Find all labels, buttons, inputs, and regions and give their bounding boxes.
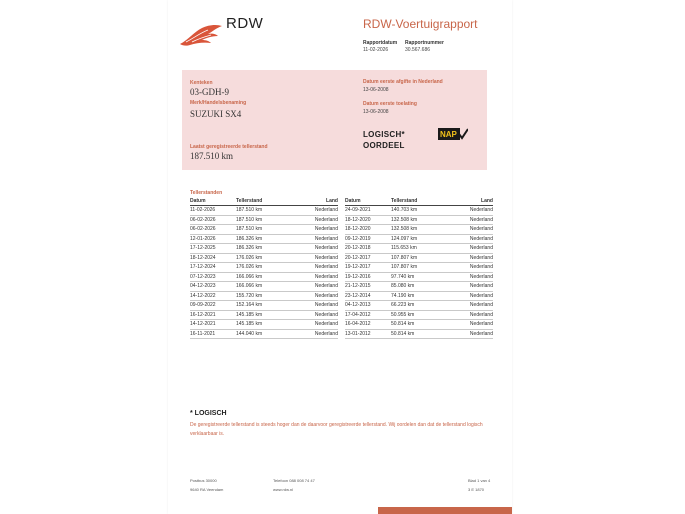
cell-odometer: 186.326 km bbox=[236, 244, 296, 254]
odometer-label: Laatst geregistreerde tellerstand bbox=[190, 144, 268, 150]
cell-date: 06-02-2026 bbox=[190, 215, 236, 225]
table-row bbox=[345, 329, 493, 339]
table-row bbox=[190, 291, 338, 301]
rdw-logo-icon bbox=[178, 20, 224, 48]
cell-country: Nederland bbox=[296, 206, 338, 216]
report-title: RDW-Voertuigrapport bbox=[363, 17, 478, 31]
report-number-value: 30.567.686 bbox=[405, 47, 431, 53]
footer-accent-bar bbox=[378, 507, 512, 514]
cell-date: 19-12-2017 bbox=[345, 263, 391, 273]
cell-odometer: 124.097 km bbox=[391, 234, 451, 244]
footer-city: 9640 RA Veendam bbox=[190, 487, 224, 492]
table-header-row bbox=[190, 197, 338, 206]
table-row bbox=[190, 215, 338, 225]
table-row bbox=[190, 225, 338, 235]
cell-odometer: 85.080 km bbox=[391, 282, 451, 292]
cell-odometer: 187.510 km bbox=[236, 215, 296, 225]
cell-odometer: 186.326 km bbox=[236, 234, 296, 244]
cell-country: Nederland bbox=[451, 272, 493, 282]
cell-date: 18-12-2020 bbox=[345, 215, 391, 225]
cell-odometer: 145.185 km bbox=[236, 320, 296, 330]
table-row bbox=[190, 234, 338, 244]
footer-phone: Telefoon 088 008 74 47 bbox=[273, 478, 315, 483]
cell-odometer: 145.185 km bbox=[236, 310, 296, 320]
make-value: SUZUKI SX4 bbox=[190, 109, 242, 119]
cell-country: Nederland bbox=[296, 225, 338, 235]
table-row bbox=[345, 244, 493, 254]
table-row bbox=[345, 263, 493, 273]
cell-date: 16-12-2021 bbox=[190, 310, 236, 320]
cell-country: Nederland bbox=[296, 244, 338, 254]
cell-date: 18-12-2020 bbox=[345, 225, 391, 235]
footer-po-box: Postbus 30000 bbox=[190, 478, 217, 483]
cell-date: 16-04-2012 bbox=[345, 320, 391, 330]
brand-name: RDW bbox=[226, 15, 264, 32]
cell-odometer: 115.653 km bbox=[391, 244, 451, 254]
table-row bbox=[190, 253, 338, 263]
table-row bbox=[190, 320, 338, 330]
cell-country: Nederland bbox=[296, 253, 338, 263]
column-header-country: Land bbox=[451, 197, 493, 206]
cell-odometer: 74.190 km bbox=[391, 291, 451, 301]
cell-date: 13-01-2012 bbox=[345, 329, 391, 339]
verdict-line-1: LOGISCH* bbox=[363, 130, 405, 139]
svg-text:NAP: NAP bbox=[440, 130, 457, 139]
odometer-table-right bbox=[345, 197, 493, 339]
table-row bbox=[345, 291, 493, 301]
cell-country: Nederland bbox=[296, 282, 338, 292]
cell-date: 14-12-2021 bbox=[190, 320, 236, 330]
cell-odometer: 50.955 km bbox=[391, 310, 451, 320]
plate-label: Kenteken bbox=[190, 80, 213, 86]
cell-country: Nederland bbox=[296, 215, 338, 225]
table-row bbox=[190, 329, 338, 339]
odometer-section-title: Tellerstanden bbox=[190, 190, 223, 196]
cell-country: Nederland bbox=[296, 234, 338, 244]
footer-page-number: Blad 1 van 4 bbox=[468, 478, 491, 483]
cell-date: 18-12-2024 bbox=[190, 253, 236, 263]
cell-date: 04-12-2013 bbox=[345, 301, 391, 311]
cell-date: 09-09-2022 bbox=[190, 301, 236, 311]
table-row bbox=[345, 234, 493, 244]
cell-odometer: 132.508 km bbox=[391, 225, 451, 235]
cell-date: 07-12-2023 bbox=[190, 272, 236, 282]
table-row bbox=[190, 282, 338, 292]
cell-date: 11-02-2026 bbox=[190, 206, 236, 216]
cell-country: Nederland bbox=[296, 301, 338, 311]
cell-country: Nederland bbox=[451, 253, 493, 263]
cell-date: 20-12-2017 bbox=[345, 253, 391, 263]
cell-date: 24-09-2021 bbox=[345, 206, 391, 216]
table-row bbox=[345, 282, 493, 292]
column-header-odometer: Tellerstand bbox=[391, 197, 451, 206]
cell-odometer: 50.814 km bbox=[391, 320, 451, 330]
report-number-label: Rapportnummer bbox=[405, 40, 444, 46]
cell-date: 23-12-2014 bbox=[345, 291, 391, 301]
cell-date: 17-12-2024 bbox=[190, 263, 236, 273]
first-admission-value: 13-06-2008 bbox=[363, 109, 389, 115]
cell-odometer: 97.740 km bbox=[391, 272, 451, 282]
table-row bbox=[190, 206, 338, 216]
cell-odometer: 155.720 km bbox=[236, 291, 296, 301]
cell-country: Nederland bbox=[451, 310, 493, 320]
cell-country: Nederland bbox=[451, 301, 493, 311]
table-row bbox=[190, 244, 338, 254]
footnote-text: De geregistreerde tellerstand is steeds hoger dan de daarvoor geregistreerde tellerstand. Wij oordelen dan dat de tellerstand logisch verklaarbaar is. bbox=[190, 422, 483, 437]
column-header-country: Land bbox=[296, 197, 338, 206]
cell-date: 17-12-2025 bbox=[190, 244, 236, 254]
cell-country: Nederland bbox=[451, 263, 493, 273]
column-header-odometer: Tellerstand bbox=[236, 197, 296, 206]
cell-odometer: 66.223 km bbox=[391, 301, 451, 311]
cell-country: Nederland bbox=[451, 291, 493, 301]
table-row bbox=[190, 310, 338, 320]
cell-country: Nederland bbox=[296, 310, 338, 320]
cell-country: Nederland bbox=[296, 272, 338, 282]
cell-odometer: 132.508 km bbox=[391, 215, 451, 225]
cell-country: Nederland bbox=[451, 329, 493, 339]
cell-country: Nederland bbox=[296, 320, 338, 330]
report-date-label: Rapportdatum bbox=[363, 40, 398, 46]
first-nl-value: 13-06-2008 bbox=[363, 87, 389, 93]
table-row bbox=[345, 272, 493, 282]
column-header-date: Datum bbox=[190, 197, 236, 206]
table-row bbox=[345, 310, 493, 320]
first-admission-label: Datum eerste toelating bbox=[363, 101, 417, 107]
table-row bbox=[345, 215, 493, 225]
verdict-line-2: OORDEEL bbox=[363, 141, 405, 150]
first-nl-label: Datum eerste afgifte in Nederland bbox=[363, 79, 443, 85]
odometer-value: 187.510 km bbox=[190, 151, 234, 161]
cell-odometer: 187.510 km bbox=[236, 206, 296, 216]
table-row bbox=[345, 206, 493, 216]
cell-date: 21-12-2015 bbox=[345, 282, 391, 292]
cell-odometer: 50.814 km bbox=[391, 329, 451, 339]
column-header-date: Datum bbox=[345, 197, 391, 206]
cell-date: 09-12-2019 bbox=[345, 234, 391, 244]
table-row bbox=[190, 301, 338, 311]
cell-date: 12-01-2026 bbox=[190, 234, 236, 244]
cell-country: Nederland bbox=[451, 215, 493, 225]
cell-odometer: 152.164 km bbox=[236, 301, 296, 311]
make-label: Merk/Handelsbenaming bbox=[190, 100, 247, 106]
table-row bbox=[345, 253, 493, 263]
cell-odometer: 107.807 km bbox=[391, 263, 451, 273]
table-row bbox=[190, 272, 338, 282]
cell-odometer: 166.066 km bbox=[236, 282, 296, 292]
cell-date: 17-04-2012 bbox=[345, 310, 391, 320]
footer-doc-code: 3 E 1870 bbox=[468, 487, 485, 492]
cell-date: 20-12-2018 bbox=[345, 244, 391, 254]
table-row bbox=[345, 301, 493, 311]
cell-date: 04-12-2023 bbox=[190, 282, 236, 292]
table-row bbox=[190, 263, 338, 273]
plate-value: 03-GDH-9 bbox=[190, 87, 229, 97]
nap-check-icon bbox=[438, 128, 468, 140]
cell-date: 16-11-2021 bbox=[190, 329, 236, 339]
cell-odometer: 187.510 km bbox=[236, 225, 296, 235]
cell-country: Nederland bbox=[451, 320, 493, 330]
cell-odometer: 144.040 km bbox=[236, 329, 296, 339]
cell-date: 14-12-2022 bbox=[190, 291, 236, 301]
cell-country: Nederland bbox=[451, 244, 493, 254]
table-row bbox=[345, 320, 493, 330]
cell-country: Nederland bbox=[451, 225, 493, 235]
cell-country: Nederland bbox=[296, 263, 338, 273]
cell-country: Nederland bbox=[451, 234, 493, 244]
report-page bbox=[168, 0, 512, 514]
cell-odometer: 176.026 km bbox=[236, 253, 296, 263]
footnote-title: * LOGISCH bbox=[190, 410, 227, 417]
cell-date: 06-02-2026 bbox=[190, 225, 236, 235]
cell-odometer: 140.703 km bbox=[391, 206, 451, 216]
cell-odometer: 107.807 km bbox=[391, 253, 451, 263]
cell-country: Nederland bbox=[451, 282, 493, 292]
table-header-row bbox=[345, 197, 493, 206]
cell-country: Nederland bbox=[296, 291, 338, 301]
cell-odometer: 166.066 km bbox=[236, 272, 296, 282]
report-date-value: 11-02-2026 bbox=[363, 47, 389, 53]
odometer-table-left bbox=[190, 197, 338, 339]
cell-country: Nederland bbox=[296, 329, 338, 339]
cell-country: Nederland bbox=[451, 206, 493, 216]
cell-odometer: 176.026 km bbox=[236, 263, 296, 273]
cell-date: 19-12-2016 bbox=[345, 272, 391, 282]
footer-website: www.rdw.nl bbox=[273, 487, 294, 492]
table-row bbox=[345, 225, 493, 235]
